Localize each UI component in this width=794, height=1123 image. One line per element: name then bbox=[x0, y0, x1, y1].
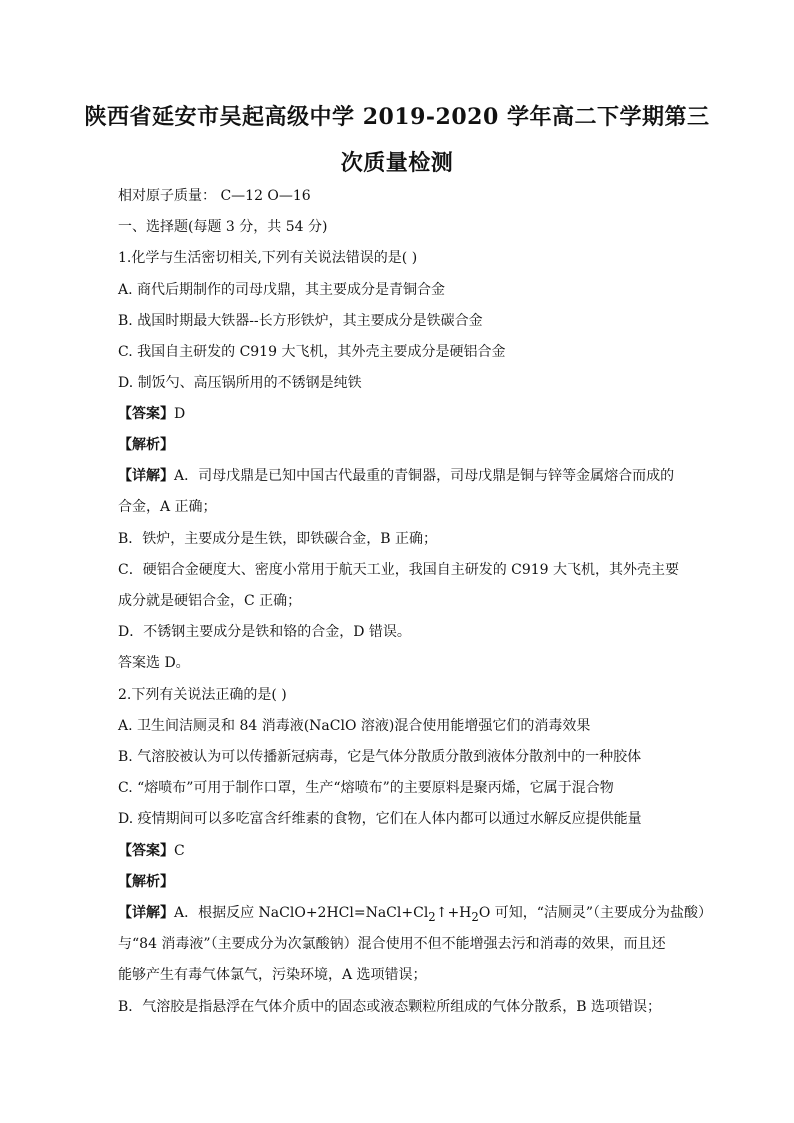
q2-detail-a-cont2: 能够产生有毒气体氯气，污染环境，A 选项错误； bbox=[118, 967, 427, 983]
title-line-1: 陕西省延安市吴起高级中学 2019-2020 学年高二下学期第三 bbox=[84, 104, 710, 130]
q2-option-a: A. 卫生间洁厕灵和 84 消毒液(NaClO 溶液)混合使用能增强它们的消毒效果 bbox=[118, 718, 591, 734]
detail-text-pre: A．根据反应 NaClO+2HCl=NaCl+Cl bbox=[174, 905, 429, 921]
q1-detail-a bbox=[118, 467, 678, 485]
q1-detail-c-cont: 成分就是硬铝合金，C 正确； bbox=[118, 593, 302, 609]
q1-conclusion: 答案选 D。 bbox=[118, 655, 190, 671]
q2-detail-a-cont: 与“84 消毒液”（主要成分为次氯酸钠）混合使用不但不能增强去污和消毒的效果，而且还 bbox=[118, 936, 666, 952]
q1-detail-d: D．不锈钢主要成分是铁和铬的合金，D 错误。 bbox=[118, 624, 411, 640]
detail-tag: 【详解】 bbox=[118, 468, 174, 484]
answer-value: D bbox=[174, 406, 186, 422]
q2-stem: 2.下列有关说法正确的是( ) bbox=[118, 687, 287, 703]
q2-detail-a bbox=[118, 904, 713, 926]
q1-analysis-tag: 【解析】 bbox=[118, 437, 174, 453]
answer-tag: 【答案】 bbox=[118, 406, 174, 422]
title-line-2: 次质量检测 bbox=[340, 150, 454, 176]
q2-option-d: D. 疫情期间可以多吃富含纤维素的食物，它们在人体内都可以通过水解反应提供能量 bbox=[118, 811, 642, 827]
answer-tag: 【答案】 bbox=[118, 843, 174, 859]
answer-value: C bbox=[174, 843, 185, 859]
detail-text: A．司母戊鼎是已知中国古代最重的青铜器，司母戊鼎是铜与锌等金属熔合而成的 bbox=[174, 468, 675, 484]
section-heading: 一、选择题(每题 3 分，共 54 分) bbox=[118, 219, 328, 235]
q2-detail-b: B．气溶胶是指悬浮在气体介质中的固态或液态颗粒所组成的气体分散系，B 选项错误； bbox=[118, 999, 662, 1015]
q2-answer bbox=[118, 842, 678, 860]
detail-tag: 【详解】 bbox=[118, 905, 174, 921]
q2-option-c: C. “熔喷布”可用于制作口罩，生产“熔喷布”的主要原料是聚丙烯，它属于混合物 bbox=[118, 780, 614, 796]
q1-option-b: B. 战国时期最大铁器--长方形铁炉，其主要成分是铁碳合金 bbox=[118, 313, 483, 329]
atomic-mass-line: 相对原子质量： C—12 O—16 bbox=[118, 188, 311, 204]
q1-answer bbox=[118, 405, 678, 423]
arrow-plus: ↑+H bbox=[435, 905, 472, 921]
q1-detail-a-cont: 合金，A 正确； bbox=[118, 499, 217, 515]
q1-detail-c: C．硬铝合金硬度大、密度小常用于航天工业，我国自主研发的 C919 大飞机，其外壳主要 bbox=[118, 562, 680, 578]
detail-text-post: O 可知，“洁厕灵”（主要成分为盐酸） bbox=[478, 905, 713, 921]
subscript: 2 bbox=[428, 909, 436, 924]
q2-option-b: B. 气溶胶被认为可以传播新冠病毒，它是气体分散质分散到液体分散剂中的一种胶体 bbox=[118, 749, 642, 765]
q1-stem: 1.化学与生活密切相关,下列有关说法错误的是( ) bbox=[118, 250, 418, 266]
q1-option-c: C. 我国自主研发的 C919 大飞机，其外壳主要成分是硬铝合金 bbox=[118, 344, 506, 360]
q1-detail-b: B．铁炉，主要成分是生铁，即铁碳合金，B 正确； bbox=[118, 531, 438, 547]
q1-option-a: A. 商代后期制作的司母戊鼎，其主要成分是青铜合金 bbox=[118, 282, 446, 298]
q1-option-d: D. 制饭勺、高压锅所用的不锈钢是纯铁 bbox=[118, 375, 362, 391]
subscript: 2 bbox=[471, 909, 479, 924]
q2-analysis-tag: 【解析】 bbox=[118, 874, 174, 890]
